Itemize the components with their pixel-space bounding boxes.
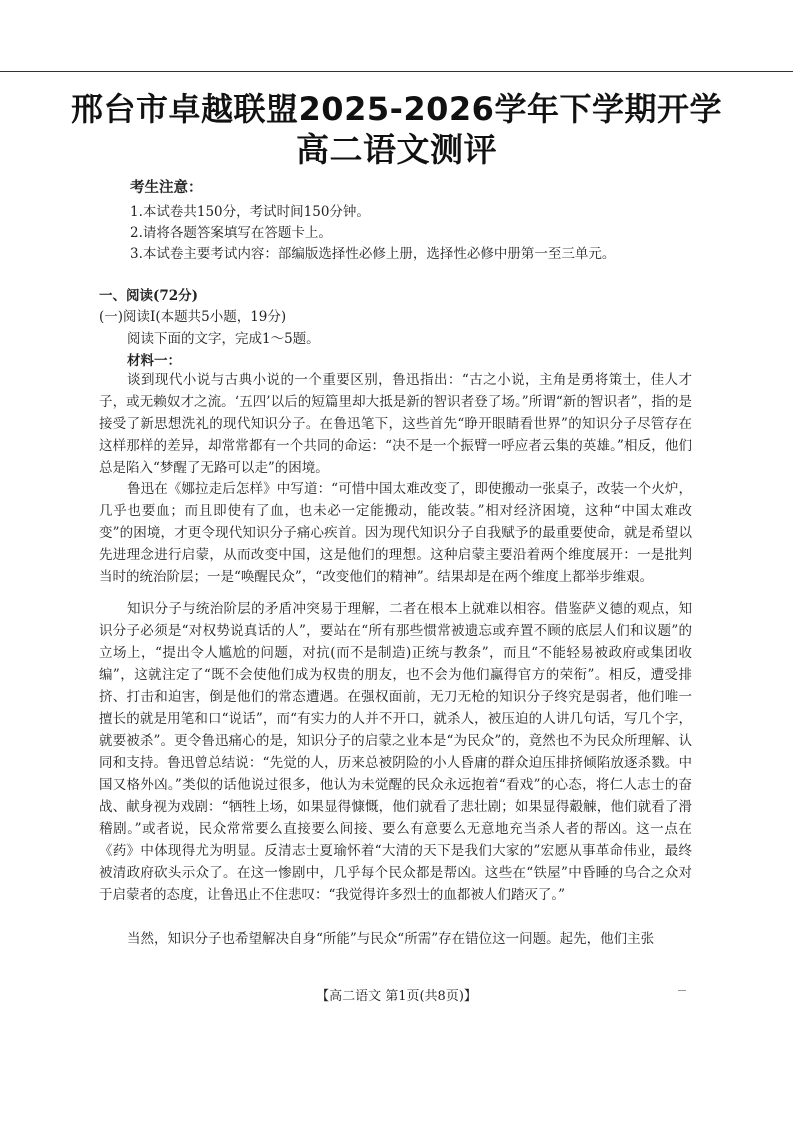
section-subheading: (一)阅读Ⅰ(本题共5小题，19分) xyxy=(99,309,287,325)
top-rule xyxy=(0,71,793,72)
exam-title-line2: 高二语文测评 xyxy=(296,130,497,169)
exam-title-line1: 邢台市卓越联盟2025-2026学年下学期开学 xyxy=(71,90,722,128)
notice-item-1: 1.本试卷共150分，考试时间150分钟。 xyxy=(130,204,370,220)
notice-heading: 考生注意： xyxy=(130,179,203,196)
paragraph-2: 鲁迅在《娜拉走后怎样》中写道：“可惜中国太难改变了，即使搬动一张桌子，改装一个火炉，几乎也要血；而且即使有了血，也未必一定能搬动，能改装。”相对经济困境，这种“中国太难改变”的困境，才更令现代知识分子痛心疾首。因为现代知识分子自我赋予的最重要使命，就是希望以先进理念进行启蒙，从而改变中国，这是他们的理想。这种启蒙主要沿着两个维度展开：一是批判当时的统治阶层；一是“唤醒民众”，“改变他们的精神”。结果却是在两个维度上都举步维艰。 xyxy=(99,481,692,585)
page-footer: 【高二语文 第1页(共8页)】 xyxy=(316,989,477,1004)
reading-instruction: 阅读下面的文字，完成1～5题。 xyxy=(127,331,320,347)
paragraph-1: 谈到现代小说与古典小说的一个重要区别，鲁迅指出：“古之小说，主角是勇将策士，佳人才子，或无赖奴才之流。‘五四’以后的短篇里却大抵是新的智识者登了场。”所谓“新的智识者”，指的是接受了新思想洗礼的现代知识分子。在鲁迅笔下，这些首先“睁开眼睛看世界”的知识分子尽管存在这样那样的差异，却常常都有一个共同的命运：“决不是一个振臂一呼应者云集的英雄。”相反，他们总是陷入“梦醒了无路可以走”的困境。 xyxy=(99,372,692,476)
notice-item-2: 2.请将各题答案填写在答题卡上。 xyxy=(130,225,332,241)
paragraph-3: 知识分子与统治阶层的矛盾冲突易于理解，二者在根本上就难以相容。借鉴萨义德的观点，知识分子必须是“对权势说真话的人”，要站在“所有那些惯常被遗忘或弃置不顾的底层人们和议题”的立场上，“提出令人尴尬的问题，对抗(而不是制造)正统与教条”，而且“不能轻易被政府或集团收编”，这就注定了“既不会使他们成为权贵的朋友，也不会为他们赢得官方的荣衔”。相反，遭受排挤、打击和迫害，倒是他们的常态遭遇。在强权面前，无刀无枪的知识分子终究是弱者，他们唯一擅长的就是用笔和口“说话”，而“有实力的人并不开口，就杀人，被压迫的人讲几句话，写几个字，就要被杀”。更令鲁迅痛心的是，知识分子的启蒙之业本是“为民众”的，竟然也不为民众所理解、认同和支持。鲁迅曾总结说：“先觉的人，历来总被阴险的小人昏庸的群众迫压排挤倾陷放逐杀戮。中国又格外凶。”类似的话他说过很多，他认为未觉醒的民众永远抱着“看戏”的心态，将仁人志士的奋战、献身视为戏剧：“牺牲上场，如果显得慷慨，他们就看了悲壮剧；如果显得觳觫，他们就看了滑稽剧。”或者说，民众常常要么直接要么间接、要么有意要么无意地充当杀人者的帮凶。这一点在《药》中体现得尤为明显。反清志士夏瑜怀着“大清的天下是我们大家的”宏愿从事革命伟业，最终被清政府砍头示众了。在这一惨剧中，几乎每个民众都是帮凶。这些在“铁屋”中昏睡的乌合之众对于启蒙者的态度，让鲁迅止不住悲叹：“我觉得许多烈士的血都被人们踏灭了。” xyxy=(99,601,692,903)
section-heading: 一、阅读(72分) xyxy=(99,288,199,304)
material-label: 材料一： xyxy=(127,353,181,369)
paragraph-4: 当然，知识分子也希望解决自身“所能”与民众“所需”存在错位这一问题。起先，他们主张 xyxy=(127,931,655,947)
scan-mark xyxy=(678,990,686,991)
notice-item-3: 3.本试卷主要考试内容：部编版选择性必修上册，选择性必修中册第一至三单元。 xyxy=(130,246,616,262)
